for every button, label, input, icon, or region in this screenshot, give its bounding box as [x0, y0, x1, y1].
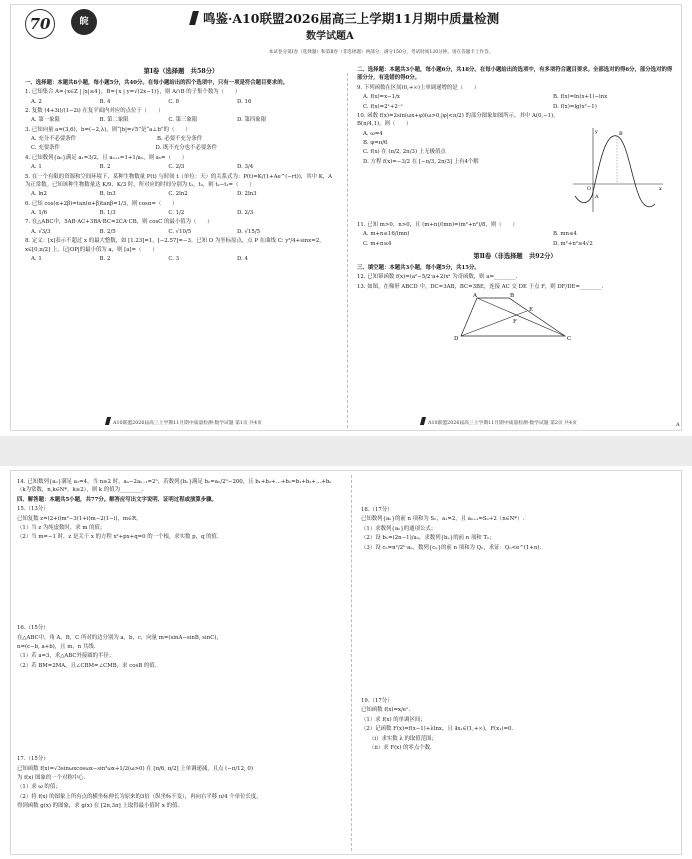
option: D. 2ln3 — [236, 191, 257, 198]
question-4 — [25, 154, 337, 172]
right-column — [361, 505, 675, 753]
option: C. 充要条件 — [31, 145, 60, 152]
exam-page-2 — [10, 470, 682, 855]
question-15 — [17, 505, 339, 623]
question-8 — [25, 237, 337, 263]
label-e: E — [529, 306, 534, 313]
left-column — [17, 477, 339, 811]
footer-text: A10联盟2026届高三上学期11月期中质量检测·数学试题 第2页 共4页 — [428, 421, 577, 426]
option: C. 第三象限 — [168, 117, 198, 124]
origin-label: O — [587, 185, 592, 192]
option: C. 1/2 — [168, 210, 185, 216]
question-part: （1）求 f(x) 的单调区间； — [361, 716, 426, 723]
question-options — [31, 135, 337, 143]
footer-text: A10联盟2026届高三上学期11月期中质量检测·数学试题 第1页 共4页 — [113, 421, 262, 426]
option: A. 1 — [31, 164, 42, 171]
part1-intro: 一、选择题：本题共8小题，每小题5分，共40分。在每小题给出的四个选项中，只有一项是符合题目要求的。 — [25, 79, 288, 86]
question-stem: 9. 下列函数在区间(0,+∞)上单调递增的是（ ） — [357, 84, 480, 91]
question-stem: 8. 定义：[x]表示不超过 x 的最大整数，如 [1.23]=1，[−2.57]=−3。已知 O 为坐标原点，点 P 在曲线 C: y²/4+sinx=2，x∈[0,π/2] 上，记|OP|的最小值为 a，则 [a]=（ ） — [25, 238, 325, 253]
question-5 — [25, 173, 337, 199]
sine-curve — [575, 136, 655, 207]
question-part: （1）当 z 为纯虚数时，求 m 的值； — [17, 524, 106, 531]
option: B. 2 — [99, 164, 111, 171]
exam-title-text: A10联盟2026届高三上学期11月期中质量检测 — [232, 11, 500, 26]
option: D. 4 — [236, 255, 248, 262]
option: B. 1/3 — [99, 210, 116, 216]
question-6 — [25, 200, 337, 218]
question-stem: 4. 已知数列{aₙ}满足 a₁=3/2，且 aₙ₊₁=1+1/aₙ，则 a₅=（ ） — [25, 154, 188, 161]
option: C. 2/3 — [168, 164, 185, 171]
option: D. 既不充分也不必要条件 — [155, 145, 217, 152]
exam-title — [191, 9, 551, 27]
label-a: A — [473, 292, 477, 299]
y-axis-label: y — [595, 128, 598, 135]
brand-mark-icon — [189, 11, 199, 25]
question-line: 得到函数 g(x) 的图象，求 g(x) 在 [2π,3π] 上取得最小值时 x 的值. — [17, 803, 180, 809]
question-options — [31, 163, 337, 171]
question-stem: 5. 在一个有限的资源和空间环境下，某种生物数量 P(t) 与时间 t（单位：天）的关系式为：P(t)=K/(1+Ae^(−rt))，其中 K，A 为正常数。已知该种生物数量达 K/9、K/3 时，所对应的时间分别为 t₁，t₂，则 t₂−t₁=（ ） — [25, 173, 333, 188]
option: C. √10/5 — [168, 228, 192, 235]
option: A. m+n≤16/(mn) — [363, 231, 410, 238]
option: D. 第四象限 — [236, 117, 267, 124]
page-footer-left — [106, 417, 262, 426]
question-part: （2）若 BM=2MA，且∠CBM=∠CMB，求 cosB 的值. — [17, 662, 157, 669]
question-header: 16.（15分） — [17, 625, 49, 632]
right-column — [357, 65, 673, 345]
anniversary-logo: 70 — [25, 9, 55, 39]
question-options — [31, 116, 337, 124]
question-header: 15.（13分） — [17, 506, 49, 513]
option: A. 2 — [31, 98, 42, 105]
option: D. f(x)=lg(x²−1) — [553, 103, 597, 110]
question-part: （1）若 a=3，求△ABC外接圆的半径； — [17, 653, 115, 660]
question-part: （2）当 m=−1 时，z 是关于 x 的方程 x²+px+q=0 的一个根，求实数 p，q 的值. — [17, 534, 219, 541]
school-emblem: 皖 — [71, 9, 97, 35]
option: A. 1 — [31, 255, 42, 262]
column-divider — [347, 73, 348, 428]
question-3 — [25, 126, 337, 153]
question-line: 已知函数 f(x)=√3sinωxcosωx−sin²ωx+1/2(ω>0) 在 [π/6, π/2] 上单调递减，且点 (−π/12, 0) — [17, 765, 253, 772]
question-part: （1）求数列{aₙ}的通项公式； — [361, 525, 437, 532]
label-b: B — [510, 292, 515, 299]
label-f: F — [513, 318, 517, 325]
part3-intro: 三、填空题：本题共3小题，每小题5分，共15分。 — [357, 264, 480, 271]
question-2 — [25, 107, 337, 125]
question-options — [363, 240, 673, 248]
question-line: 已知复数 z=(2+i)m²−3(1+i)m−2(1−i)，m∈R。 — [17, 515, 142, 522]
question-line: 已知数列{aₙ}的前 n 项和为 Sₙ，a₁=2，且 aₙ₊₁=Sₙ+2（n∈N*）. — [361, 516, 525, 523]
question-options — [363, 93, 673, 101]
option: D. 2/3 — [236, 210, 254, 216]
question-options — [31, 144, 337, 152]
brand-mark-icon — [105, 417, 111, 425]
question-17 — [17, 755, 339, 810]
x-axis-label: x — [659, 185, 662, 192]
brand-name: 鸣鉴· — [203, 11, 233, 26]
label-d: D — [454, 335, 459, 342]
question-line: 为 f(x) 图象的一个对称中心. — [17, 774, 86, 781]
trapezoid-figure — [447, 292, 587, 342]
question-stem: 10. 函数 f(x)=2sin(ωx+φ)(ω>0,|φ|<π/2) 的部分图象如图所示，其中 A(0,−1)，B(π/4,1)，则（ ） — [357, 112, 559, 128]
question-options — [31, 228, 337, 236]
option: B. ln3 — [99, 191, 116, 198]
question-options — [363, 103, 673, 111]
option: B. 2 — [99, 255, 111, 262]
option: B. 必要不充分条件 — [157, 136, 203, 142]
question-14: 14. 已知数列{aₙ}满足 a₁=4，当 n≥2 时，aₙ−2aₙ₋₁=2ⁿ，若数列{bₙ}满足 bₙ=aₙ/2ⁿ−200，且 b₁+b₂+…+bₙ=b₁+b₂+…+bₖ（k为常数，n,k∈N*，k≥2），则 k 的值为________. — [17, 479, 332, 494]
question-options — [31, 190, 337, 198]
question-stem: 6. 已知 cos(α+2β)=tan(α+β)tanβ=1/3，则 cosα=（ ） — [25, 200, 178, 207]
part4-intro: 四、解答题：本题共5小题，共77分。解答应写出文字说明、证明过程或演算步骤。 — [17, 496, 217, 503]
option: D. √15/5 — [236, 228, 261, 235]
exam-page-1 — [10, 4, 682, 431]
option: A. f(x)=x−1/x — [363, 94, 400, 101]
brand-mark-icon — [420, 417, 426, 425]
page-header — [11, 5, 682, 47]
question-subpart: （ⅱ）求 F(x) 的零点个数. — [369, 744, 432, 751]
question-part: （2）设 bₙ=(2n−1)/aₙ，求数列{bₙ}的前 n 项和 Tₙ； — [361, 535, 495, 542]
question-part: （2）将 f(x) 的图象上所有点的横坐标伸长为原来的3倍（纵坐标不变），再向右平移 π/4 个单位长度， — [17, 793, 262, 800]
option: B. φ=π/6 — [363, 140, 388, 146]
option: C. 2ln2 — [168, 191, 188, 198]
point-a-label: A — [595, 193, 599, 200]
option: C. 3 — [168, 255, 180, 262]
option: C. m+n≤4 — [363, 240, 392, 247]
segment-de — [461, 311, 527, 336]
left-column — [25, 65, 337, 264]
section-2-title: 第Ⅱ卷（非选择题 共92分） — [473, 253, 557, 260]
option: C. f(x)=2ˣ+2⁻ˣ — [363, 103, 403, 110]
option: A. 充分不必要条件 — [31, 136, 77, 142]
option: D. 16 — [236, 98, 252, 105]
question-options — [31, 255, 337, 263]
option: B. mn≤4 — [553, 231, 577, 238]
question-1 — [25, 88, 337, 106]
question-options — [31, 209, 337, 217]
exam-subtitle: 数学试题A — [306, 31, 354, 42]
version-mark: A — [676, 422, 680, 428]
question-part: （3）设 cₙ=n²/2ⁿ·aₙ，数列{cₙ}的前 n 项和为 Qₙ，求证：Qₙ<e^(1+n). — [361, 544, 542, 551]
question-part: （1）求 ω 的值； — [17, 784, 61, 791]
question-stem: 3. 已知向量 a=(3,6)，b=(−2,λ)，则“|b|=√5”是“a⊥b”的（ ） — [25, 126, 191, 133]
question-header: 19.（17分） — [361, 698, 393, 704]
question-12: 12. 已知幂函数 f(x)=(a²−5/2·a+2)xᵃ 为奇函数，则 a=________. — [357, 274, 518, 281]
sine-graph — [569, 126, 665, 214]
option: D. 方程 f(x)=−3/2 在 [−π/3, 2π/3] 上有4个解 — [363, 158, 479, 165]
option: A. ω=4 — [363, 130, 383, 137]
question-10 — [357, 112, 673, 220]
option: C. f(x) 在 (π/2, 2π/3) 上无极值点 — [363, 149, 446, 156]
question-stem: 2. 复数 (4+3i)/(1−2i) 在复平面内对应的点位于（ ） — [25, 107, 164, 114]
question-options — [31, 98, 337, 106]
option: A. √3/3 — [31, 228, 51, 235]
option: B. 4 — [99, 98, 111, 105]
question-13: 13. 如图，在梯形 ABCD 中，DC=3AB，BC=3BE，连接 AC 交 DE 于点 F，则 DF/DE=________. — [357, 283, 604, 290]
label-c: C — [567, 335, 572, 342]
option: C. 8 — [168, 98, 180, 105]
option: D. 3/4 — [236, 164, 254, 171]
option: B. f(x)=ln(x+1)−lnx — [553, 94, 608, 101]
option: A. 1/6 — [31, 210, 47, 216]
diagonal-ac — [477, 298, 565, 336]
question-19 — [361, 697, 675, 752]
option: A. ln2 — [31, 191, 47, 198]
question-header: 17.（15分） — [17, 756, 49, 763]
question-options — [363, 230, 673, 238]
page-footer-right — [421, 417, 577, 426]
point-b-label: B — [619, 130, 623, 137]
question-line: 在△ABC中，角 A，B，C 所对的边分别为 a，b，c，向量 m=(sinA−sinB, sinC)， — [17, 634, 222, 641]
question-18 — [361, 506, 675, 696]
option: D. m²+n²≥4√2 — [553, 240, 593, 247]
question-stem: 11. 已知 m>0，n>0，且 (m+n)/(mn)=(m²+n²)/8，则（ ） — [357, 221, 518, 228]
question-subpart: （ⅰ）求实数 λ 的取值范围； — [369, 735, 437, 742]
option: B. 第二象限 — [99, 117, 129, 124]
question-7 — [25, 218, 337, 236]
option: A. 第一象限 — [31, 117, 60, 124]
question-stem: 1. 已知集合 A={x∈Z | |x|≤4}，B={x | y=√(2x−1)}，则 A∩B 的子集个数为（ ） — [25, 89, 241, 96]
part2-intro: 二、选择题：本题共3小题，每小题6分，共18分。在每小题给出的选项中，有多项符合题目要求。全部选对的得6分，部分选对的得部分分，有选错的得0分。 — [357, 67, 673, 82]
column-divider — [351, 475, 352, 851]
question-header: 18.（17分） — [361, 507, 393, 513]
question-line: 已知函数 f(x)=x/eˣ. — [361, 707, 411, 714]
page-gap — [0, 436, 692, 466]
exam-notice: 本试卷分第Ⅰ卷（选择题）和第Ⅱ卷（非选择题）两部分，满分150分，考试时间120分钟。请在答题卡上作答。 — [268, 50, 494, 55]
section-1-title: 第Ⅰ卷（选择题 共58分） — [143, 68, 219, 75]
question-part: （2）记函数 F(x)=f(x−1)+λlnx，且 ∃x₁∈(1,+∞)，F(x₁)=0. — [361, 726, 514, 733]
question-9 — [357, 84, 673, 111]
question-line: n=(c−b, a+b)，且 m，n 共线. — [17, 643, 96, 650]
question-16 — [17, 624, 339, 754]
question-11 — [357, 221, 673, 248]
question-stem: 7. 在△ABC中，5AB·AC+3BA·BC=2CA·CB，则 cosC 的最小值为（ ） — [25, 219, 213, 226]
option: B. 2/5 — [99, 228, 116, 235]
